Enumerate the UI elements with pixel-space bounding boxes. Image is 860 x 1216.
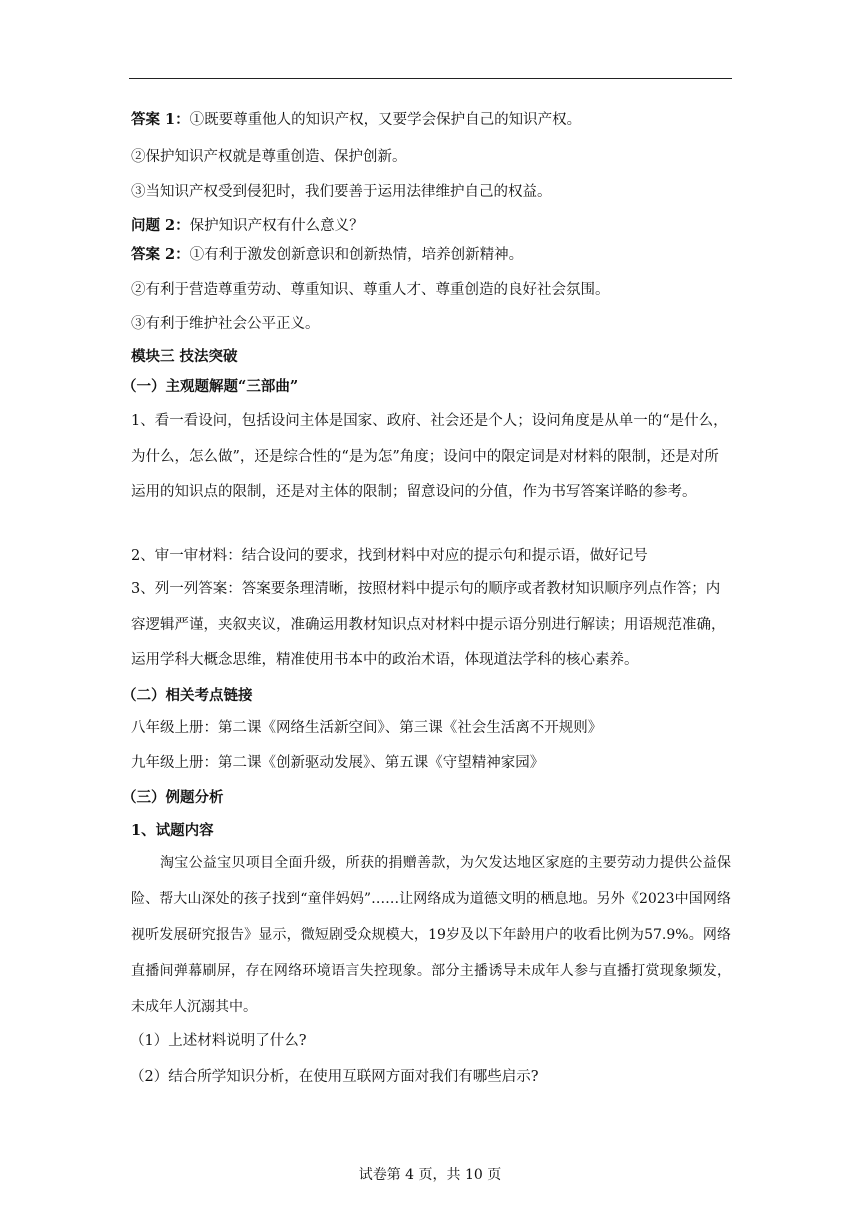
item-1-heading: 1、试题内容 xyxy=(131,822,214,839)
question-2-line xyxy=(131,216,364,236)
material-paragraph: 淘宝公益宝贝项目全面升级，所获的捐赠善款，为欠发达地区家庭的主要劳动力提供公益保险、帮大山深处的孩子找到“童伴妈妈”……让网络成为道德文明的栖息地。另外《2023中国网络视听发展研究报告》显示，微短剧受众规模大，19岁及以下年龄用户的收看比例为57.9%。网络直播间弹幕刷屏，存在网络环境语言失控现象。部分主播诱导未成年人参与直播打赏现象频发，未成年人沉溺其中。 xyxy=(131,855,731,1015)
question-2-label: 问题 2： xyxy=(131,217,190,234)
answer-1-label: 答案 1： xyxy=(131,111,190,128)
question-2-text: 保护知识产权有什么意义？ xyxy=(189,218,364,234)
sub-question-1: （1）上述材料说明了什么? xyxy=(130,1033,307,1049)
section-2-heading: （二）相关考点链接 xyxy=(122,687,253,704)
answer-1-line xyxy=(131,110,581,130)
module-3-heading: 模块三 技法突破 xyxy=(131,348,238,365)
answer-2-point-3: ③有利于维护社会公平正义。 xyxy=(131,316,320,332)
answer-2-point-2: ②有利于营造尊重劳动、尊重知识、尊重人才、尊重创造的良好社会氛围。 xyxy=(131,282,610,298)
answer-2-line xyxy=(131,245,523,265)
answer-2-text: ①有利于激发创新意识和创新热情，培养创新精神。 xyxy=(189,247,524,263)
answer-1-text: ①既要尊重他人的知识产权，又要学会保护自己的知识产权。 xyxy=(189,112,582,128)
sub-question-2: （2）结合所学知识分析，在使用互联网方面对我们有哪些启示? xyxy=(130,1069,539,1085)
answer-2-label: 答案 2： xyxy=(131,246,190,263)
section-3-heading: （三）例题分析 xyxy=(122,789,224,806)
answer-1-point-2: ②保护知识产权就是尊重创造、保护创新。 xyxy=(131,149,407,165)
step-1-paragraph: 1、看一看设问，包括设问主体是国家、政府、社会还是个人；设问角度是从单一的“是什么，为什么，怎么做”，还是综合性的“是为怎”角度；设问中的限定词是对材料的限制，还是对所运用的知识点的限制，还是对主体的限制；留意设问的分值，作为书写答案详略的参考。 xyxy=(131,413,728,500)
section-1-heading: （一）主观题解题“三部曲” xyxy=(122,378,299,395)
step-3-paragraph: 3、列一列答案：答案要条理清晰，按照材料中提示句的顺序或者教材知识顺序列点作答；内容逻辑严谨，夹叙夹议，准确运用教材知识点对材料中提示语分别进行解读；用语规范准确，运用学科大概念思维，精准使用书本中的政治术语，体现道法学科的核心素养。 xyxy=(131,581,726,668)
grade-8-links: 八年级上册：第二课《网络生活新空间》、第三课《社会生活离不开规则》 xyxy=(131,720,603,736)
grade-9-links: 九年级上册：第二课《创新驱动发展》、第五课《守望精神家园》 xyxy=(131,755,545,771)
answer-1-point-3: ③当知识产权受到侵犯时，我们要善于运用法律维护自己的权益。 xyxy=(131,184,552,200)
header-rule xyxy=(129,78,732,79)
step-2-paragraph: 2、审一审材料：结合设问的要求，找到材料中对应的提示句和提示语，做好记号 xyxy=(131,548,648,564)
page-footer: 试卷第 4 页，共 10 页 xyxy=(358,1167,502,1183)
